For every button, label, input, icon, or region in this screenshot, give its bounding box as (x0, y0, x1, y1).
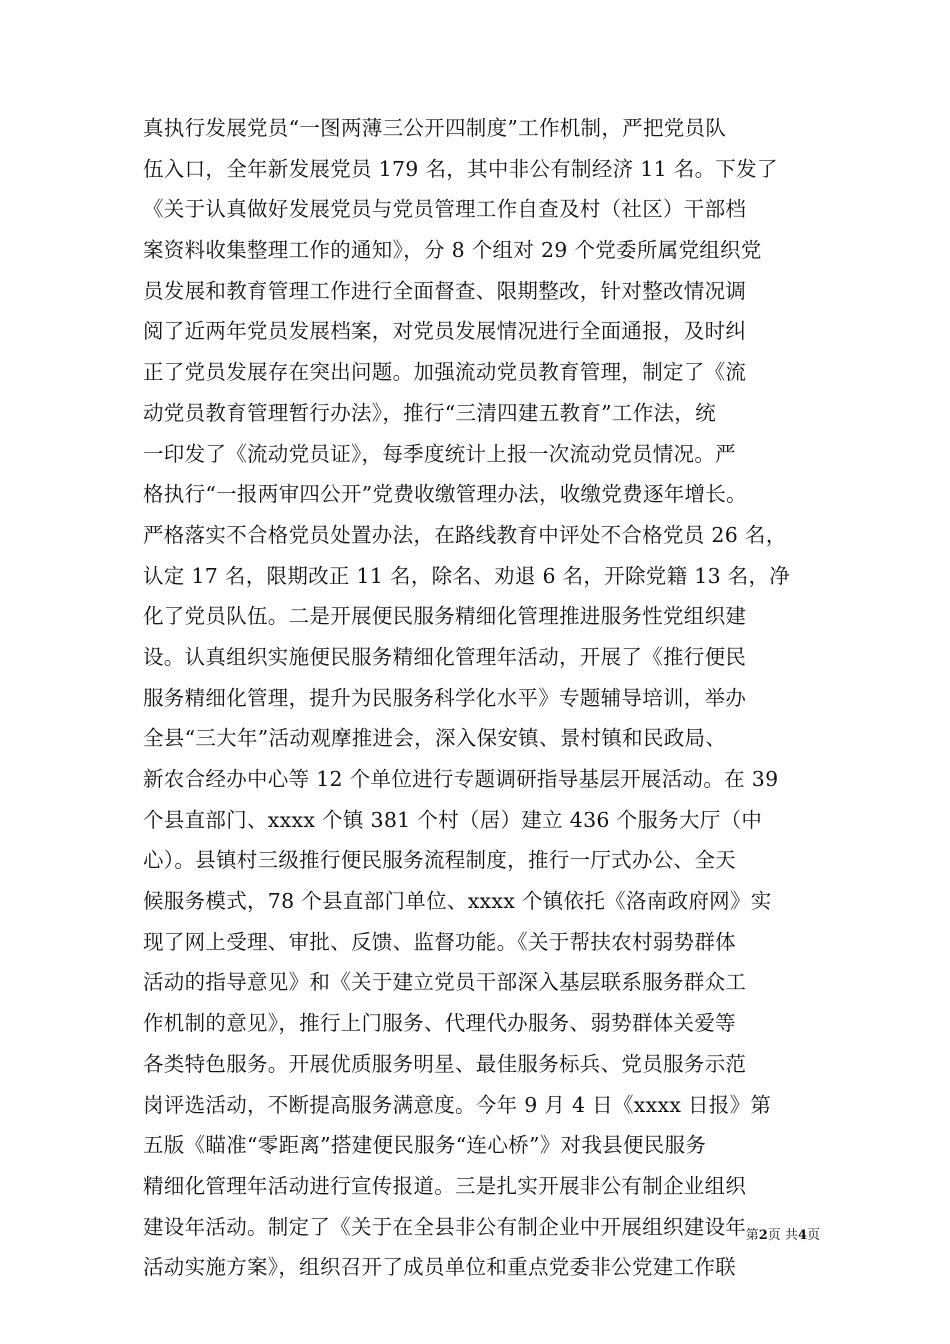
text-line: 现了网上受理、审批、反馈、监督功能。《关于帮扶农村弱势群体 (143, 929, 736, 954)
text-line: 化了党员队伍。二是开展便民服务精细化管理推进服务性党组织建 (143, 604, 747, 629)
text-line: 各类特色服务。开展优质服务明星、最佳服务标兵、党员服务示范 (143, 1051, 747, 1076)
text-line: 全县“三大年”活动观摩推进会，深入保安镇、景村镇和民政局、 (143, 726, 727, 751)
text-line: 建设年活动。制定了《关于在全县非公有制企业中开展组织建设年 (143, 1214, 747, 1239)
text-line: 正了党员发展存在突出问题。加强流动党员教育管理，制定了《流 (143, 360, 747, 385)
text-line: 员发展和教育管理工作进行全面督查、限期整改，针对整改情况调 (143, 278, 747, 303)
text-line: 真执行发展党员“一图两薄三公开四制度”工作机制，严把党员队 (143, 116, 727, 140)
current-page-number: 2 (758, 1228, 768, 1243)
text-line: 伍入口，全年新发展党员 179 名，其中非公有制经济 11 名。下发了 (143, 156, 778, 181)
text-line: 活动的指导意见》和《关于建立党员干部深入基层联系服务群众工 (143, 970, 747, 995)
text-line: 服务精细化管理，提升为民服务科学化水平》专题辅导培训，举办 (143, 685, 747, 710)
text-line: 阅了近两年党员发展档案，对党员发展情况进行全面通报，及时纠 (143, 319, 747, 344)
page-footer (620, 1227, 820, 1245)
text-line: 五版《瞄准“零距离”搭建便民服务“连心桥”》对我县便民服务 (143, 1133, 707, 1158)
footer-prefix: 第 (745, 1228, 759, 1243)
text-line: 案资料收集整理工作的通知》，分 8 个组对 29 个党委所属党组织党 (143, 238, 762, 263)
text-line: 个县直部门、xxxx 个镇 381 个村（居）建立 436 个服务大厅（中 (143, 807, 763, 832)
text-line: 动党员教育管理暂行办法》，推行“三清四建五教育”工作法，统 (143, 400, 716, 425)
footer-middle: 页 共 (767, 1228, 798, 1243)
text-line: 设。认真组织实施便民服务精细化管理年活动，开展了《推行便民 (143, 644, 747, 669)
text-line: 认定 17 名，限期改正 11 名，除名、劝退 6 名，开除党籍 13 名，净 (143, 563, 791, 588)
text-line: 活动实施方案》，组织召开了成员单位和重点党委非公党建工作联 (143, 1255, 736, 1280)
body-paragraph (143, 108, 823, 1288)
text-line: 心）。县镇村三级推行便民服务流程制度，推行一厅式办公、全天 (143, 848, 736, 873)
total-pages-number: 4 (797, 1228, 807, 1243)
text-line: 岗评选活动，不断提高服务满意度。今年 9 月 4 日《xxxx 日报》第 (143, 1092, 772, 1117)
text-line: 严格落实不合格党员处置办法，在路线教育中评处不合格党员 26 名， (143, 522, 787, 547)
text-line: 新农合经办中心等 12 个单位进行专题调研指导基层开展活动。在 39 (143, 767, 779, 791)
text-line: 作机制的意见》，推行上门服务、代理代办服务、弱势群体关爱等 (143, 1011, 736, 1036)
text-line: 候服务模式，78 个县直部门单位、xxxx 个镇依托《洛南政府网》实 (143, 889, 772, 914)
text-line: 格执行“一报两审四公开”党费收缴管理办法，收缴党费逐年增长。 (143, 482, 747, 507)
text-line: 一印发了《流动党员证》，每季度统计上报一次流动党员情况。严 (143, 441, 736, 466)
text-line: 《关于认真做好发展党员与党员管理工作自查及村（社区）干部档 (143, 197, 747, 222)
footer-suffix: 页 (806, 1228, 820, 1243)
text-line: 精细化管理年活动进行宣传报道。三是扎实开展非公有制企业组织 (143, 1173, 747, 1198)
